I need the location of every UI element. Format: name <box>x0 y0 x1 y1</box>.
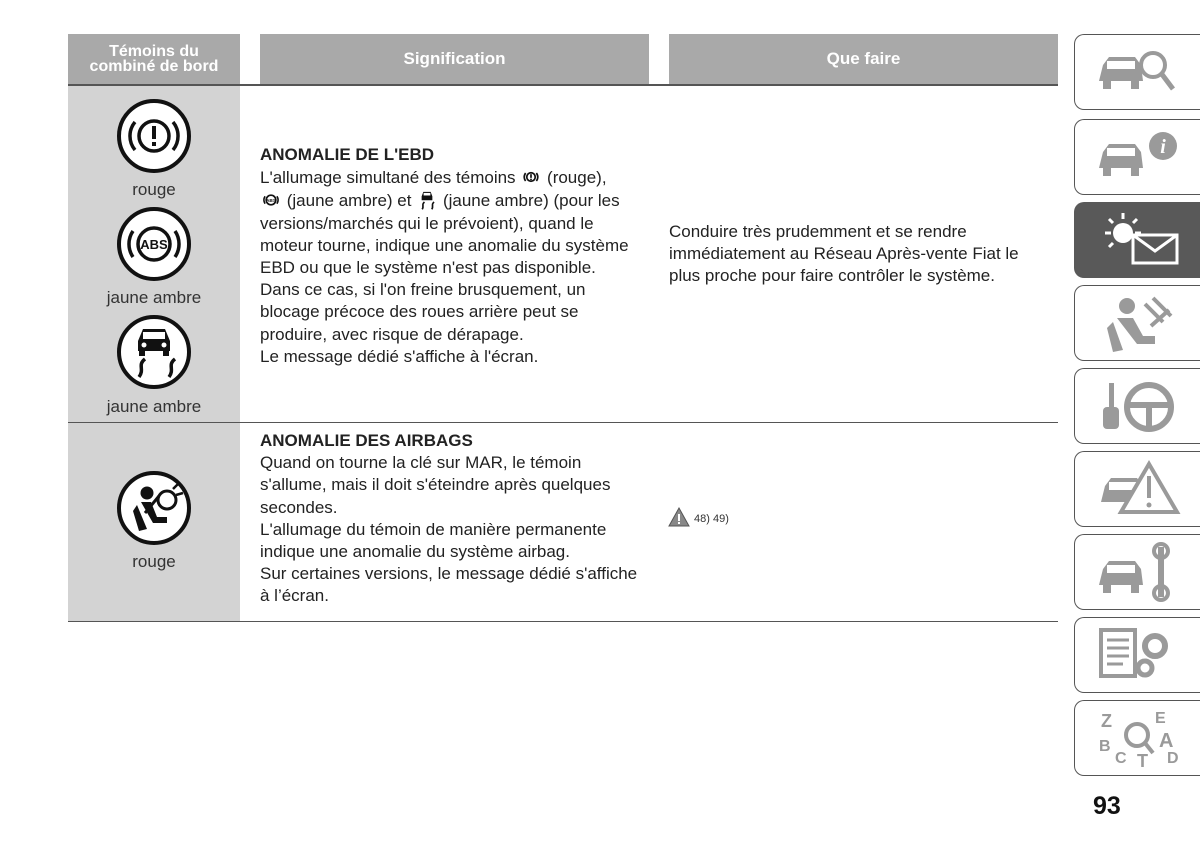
svg-text:A: A <box>1158 730 1173 752</box>
svg-text:E: E <box>1154 710 1166 727</box>
svg-text:C: C <box>1114 750 1127 767</box>
header-col1-line1: Témoins du <box>109 43 199 60</box>
airbag-color: rouge <box>132 552 176 571</box>
header-warning-lights <box>68 34 240 84</box>
key-steering-icon <box>1093 375 1183 437</box>
row2-line-2: secondes. <box>260 497 338 517</box>
index-alphabet-icon <box>1093 707 1183 769</box>
esc-color: jaune ambre <box>106 397 202 416</box>
tab-warning-lights[interactable] <box>1074 202 1200 278</box>
header-action: Que faire <box>669 34 1058 84</box>
abs-color: jaune ambre <box>106 288 202 307</box>
safety-airbag-icon <box>1093 292 1183 354</box>
row2-action <box>668 507 729 530</box>
warning-triangle-icon <box>668 507 690 530</box>
table-bottom-line <box>68 621 1058 622</box>
tab-specifications[interactable] <box>1074 617 1200 693</box>
emergency-icon <box>1093 458 1183 520</box>
row1-line-1: (rouge), <box>547 168 607 188</box>
header-meaning: Signification <box>260 34 649 84</box>
abs-inline-icon <box>260 189 282 211</box>
brake-warning-inline-icon <box>520 166 542 188</box>
esc-skid-icon <box>115 313 193 391</box>
row1-line-0: L'allumage simultané des témoins <box>260 168 516 188</box>
row1-line-6: EBD ou que le système n'est pas disponible. <box>260 258 596 278</box>
svg-text:T: T <box>1136 751 1148 769</box>
brake-warning-icon <box>115 97 193 175</box>
svg-text:i: i <box>1159 136 1166 158</box>
svg-text:ABS: ABS <box>140 237 168 252</box>
row2-line-0: Quand on tourne la clé sur MAR, le témoin <box>260 453 582 473</box>
row1-line-9: produire, avec risque de dérapage. <box>260 324 524 344</box>
row1-action-line-1: immédiatement au Réseau Après-vente Fiat le <box>669 244 1019 264</box>
page-number: 93 <box>1093 792 1121 820</box>
row2-line-4: indique une anomalie du système airbag. <box>260 542 570 562</box>
row1-line-4: versions/marchés qui le prévoient), quand le <box>260 213 594 233</box>
row1-line-2: (jaune ambre) et <box>286 191 412 211</box>
abs-icon <box>115 205 193 283</box>
row1-line-5: moteur tourne, indique une anomalie du système <box>260 235 629 255</box>
row2-meaning <box>260 430 660 608</box>
row1-action-line-0: Conduire très prudemment et se rendre <box>669 222 967 241</box>
brake-warning-color: rouge <box>132 180 176 199</box>
specs-gear-icon <box>1093 624 1183 686</box>
row1-line-3: (jaune ambre) (pour les <box>442 191 620 211</box>
row1-text-line <box>260 166 660 189</box>
row1-line-8: blocage précoce des roues arrière peut se <box>260 302 579 322</box>
tab-safety[interactable] <box>1074 285 1200 361</box>
row1-action-line-2: plus proche pour faire contrôler le système. <box>669 266 995 286</box>
row2-line-6: à l’écran. <box>260 586 329 606</box>
header-col1-line2: combiné de bord <box>89 58 219 75</box>
row1-text-line <box>260 189 660 212</box>
svg-text:D: D <box>1166 750 1179 767</box>
maintenance-icon <box>1093 541 1183 603</box>
row2-line-5: Sur certaines versions, le message dédié s'affiche <box>260 564 638 584</box>
row1-line-10: Le message dédié s'affiche à l'écran. <box>260 346 539 366</box>
row2-line-1: s'allume, mais il doit s'éteindre après quelques <box>260 475 611 495</box>
car-search-icon <box>1093 41 1183 103</box>
airbag-icon <box>115 469 193 547</box>
row1-action <box>669 221 1054 288</box>
warning-light-message-icon <box>1093 209 1183 271</box>
tab-starting-driving[interactable] <box>1074 368 1200 444</box>
esc-inline-icon <box>416 189 438 211</box>
svg-text:ABS: ABS <box>265 199 277 205</box>
row1-title: ANOMALIE DE L'EBD <box>260 145 435 164</box>
tab-maintenance[interactable] <box>1074 534 1200 610</box>
tab-car-info[interactable] <box>1074 119 1200 195</box>
tab-car-search[interactable] <box>1074 34 1200 110</box>
row1-meaning <box>260 144 660 368</box>
tab-index[interactable] <box>1074 700 1200 776</box>
tab-emergency[interactable] <box>1074 451 1200 527</box>
car-info-icon <box>1093 126 1183 188</box>
row2-title: ANOMALIE DES AIRBAGS <box>260 431 473 450</box>
row2-line-3: L'allumage du témoin de manière permanente <box>260 519 607 539</box>
warning-reference[interactable]: 48) 49) <box>694 512 729 525</box>
svg-text:B: B <box>1098 738 1111 755</box>
svg-text:Z: Z <box>1100 711 1112 731</box>
row1-line-7: Dans ce cas, si l'on freine brusquement, un <box>260 280 586 300</box>
